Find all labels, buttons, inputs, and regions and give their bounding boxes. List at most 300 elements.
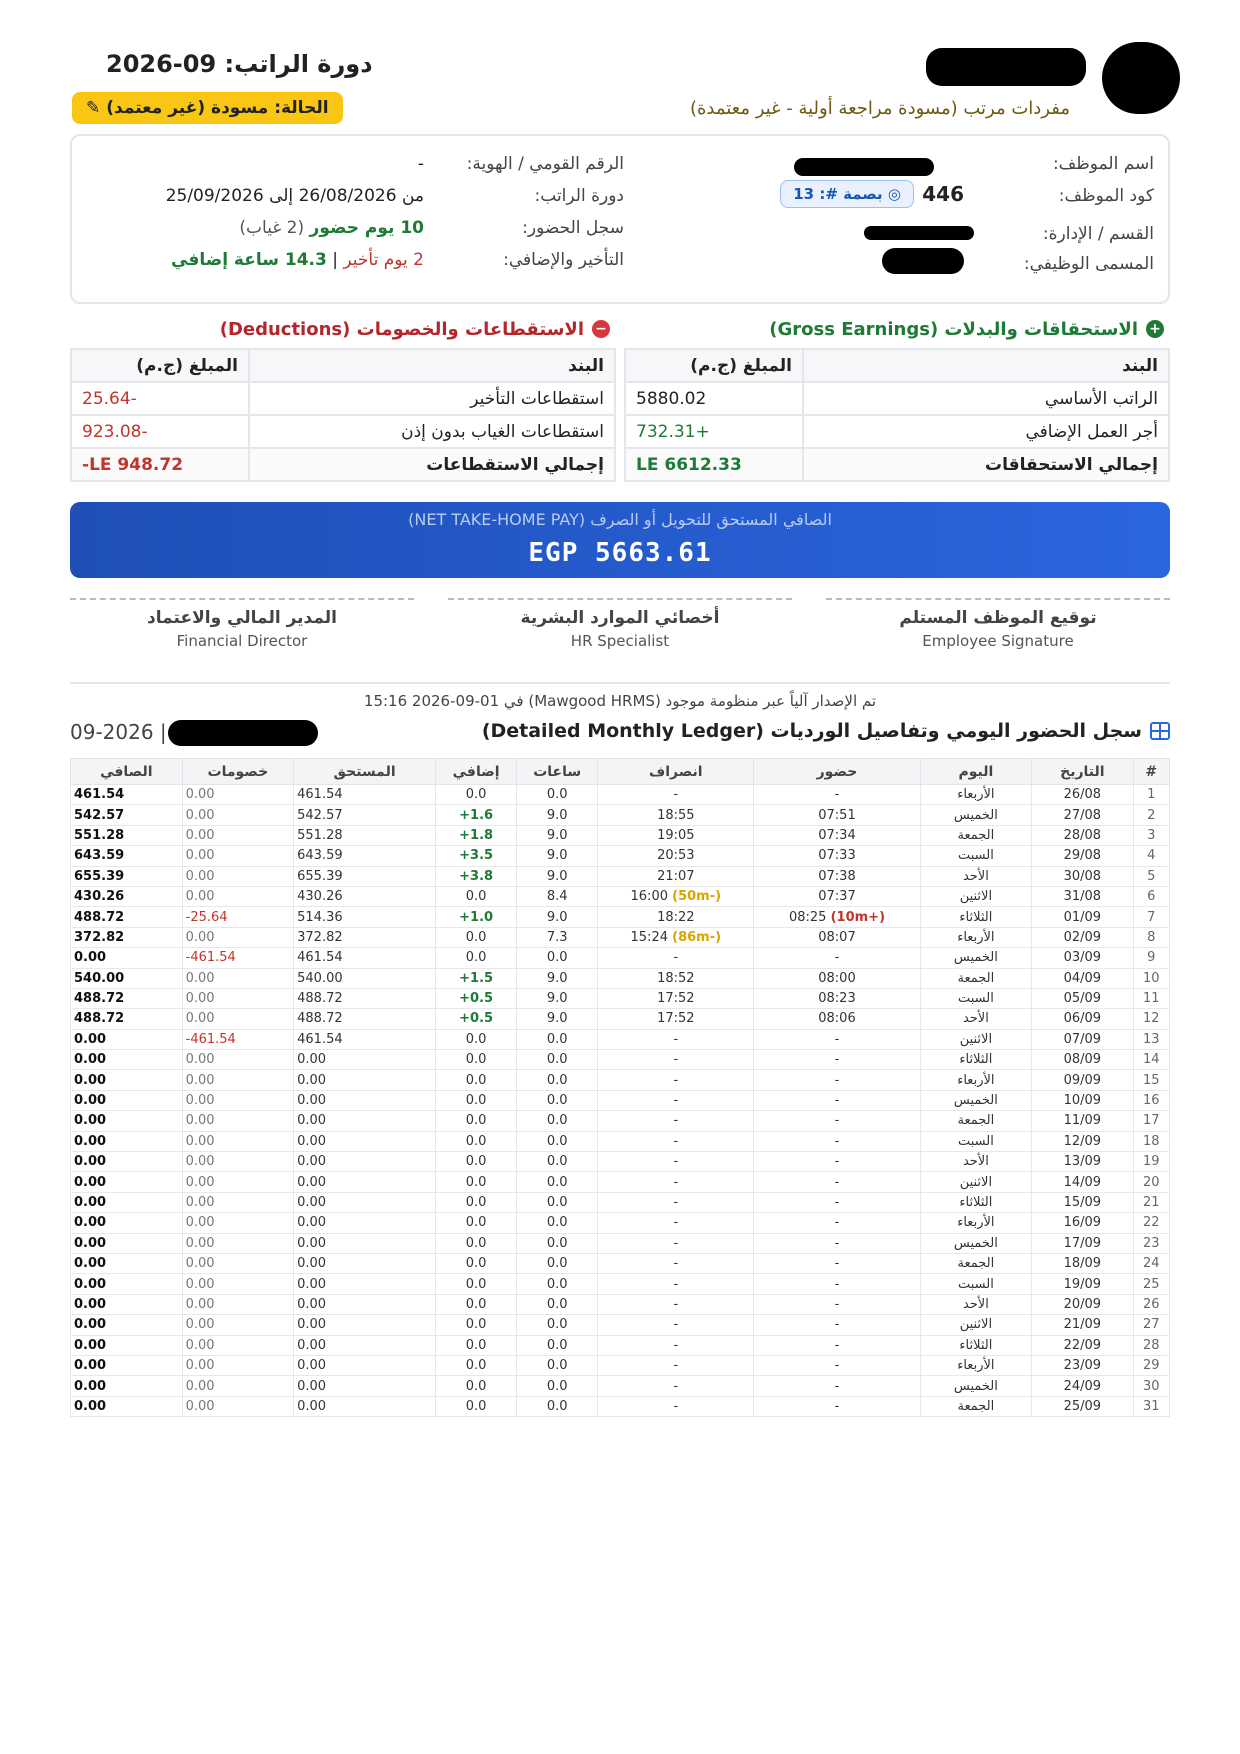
row-date: 23/09 <box>1032 1355 1133 1375</box>
row-day: الأربعاء <box>920 1213 1032 1233</box>
row-due: 0.00 <box>294 1253 436 1273</box>
deductions-amount: -25.64 <box>71 382 249 415</box>
check-out-time: - <box>673 1052 679 1068</box>
row-overtime: 0.5+ <box>436 988 517 1008</box>
late-arrival-note: (+10m) <box>830 909 886 925</box>
row-day: السبت <box>920 846 1032 866</box>
check-in-time: - <box>834 1256 840 1272</box>
table-row <box>71 1172 1170 1192</box>
row-hours: 7.3 <box>517 927 598 947</box>
row-due: 0.00 <box>294 1335 436 1355</box>
row-net: 542.57 <box>71 805 183 825</box>
row-net: 540.00 <box>71 968 183 988</box>
row-overtime: 0.0 <box>436 1376 517 1396</box>
row-check-out <box>598 1111 754 1131</box>
check-in-time: - <box>834 1113 840 1129</box>
row-hours: 9.0 <box>517 907 598 927</box>
check-in-time: - <box>834 1072 840 1088</box>
row-due: 488.72 <box>294 988 436 1008</box>
row-number: 10 <box>1133 968 1169 988</box>
row-overtime: 0.0 <box>436 1090 517 1110</box>
row-number: 16 <box>1133 1090 1169 1110</box>
row-overtime: 0.0 <box>436 1111 517 1131</box>
table-row <box>71 988 1170 1008</box>
page-title: دورة الراتب: 09-2026 <box>106 50 373 78</box>
national-id-label: الرقم القومي / الهوية: <box>466 154 624 174</box>
col-hours: ساعات <box>517 759 598 785</box>
table-row <box>71 1335 1170 1355</box>
earnings-col-item: البند <box>803 349 1169 382</box>
check-out-time: 19:05 <box>657 827 695 843</box>
row-date: 07/09 <box>1032 1029 1133 1049</box>
row-deductions: 0.00 <box>182 1050 294 1070</box>
row-check-in <box>754 1009 920 1029</box>
col-deductions: خصومات <box>182 759 294 785</box>
row-check-in <box>754 1335 920 1355</box>
row-check-out <box>598 927 754 947</box>
row-date: 05/09 <box>1032 988 1133 1008</box>
row-overtime: 1.5+ <box>436 968 517 988</box>
check-in-time: - <box>834 1317 840 1333</box>
row-check-in <box>754 1029 920 1049</box>
check-out-time: 20:53 <box>657 848 695 864</box>
row-net: 0.00 <box>71 1355 183 1375</box>
row-deductions: 0.00 <box>182 846 294 866</box>
row-date: 26/08 <box>1032 785 1133 805</box>
row-deductions: 0.00 <box>182 1009 294 1029</box>
deductions-section <box>70 314 616 482</box>
row-check-in <box>754 988 920 1008</box>
row-check-out <box>598 1070 754 1090</box>
row-net: 0.00 <box>71 1172 183 1192</box>
row-day: الثلاثاء <box>920 1050 1032 1070</box>
col-check-in: حضور <box>754 759 920 785</box>
row-check-in <box>754 1396 920 1416</box>
row-net: 488.72 <box>71 988 183 1008</box>
row-number: 14 <box>1133 1050 1169 1070</box>
payslip-header <box>70 40 1170 130</box>
row-date: 02/09 <box>1032 927 1133 947</box>
row-net: 0.00 <box>71 948 183 968</box>
row-hours: 0.0 <box>517 1131 598 1151</box>
check-in-time: - <box>834 1154 840 1170</box>
table-row <box>71 1253 1170 1273</box>
row-overtime: 0.0 <box>436 1192 517 1212</box>
row-deductions: 0.00 <box>182 805 294 825</box>
employee-code-row <box>624 182 1154 219</box>
row-day: الأربعاء <box>920 785 1032 805</box>
check-out-time: - <box>673 950 679 966</box>
employee-info-right <box>624 146 1154 294</box>
row-net: 655.39 <box>71 866 183 886</box>
ledger-period <box>70 720 167 744</box>
row-check-in <box>754 1152 920 1172</box>
row-net: 0.00 <box>71 1396 183 1416</box>
row-due: 0.00 <box>294 1396 436 1416</box>
row-check-in <box>754 1090 920 1110</box>
check-in-time: - <box>834 1398 840 1414</box>
row-deductions: 0.00 <box>182 825 294 845</box>
check-out-time: 18:52 <box>657 970 695 986</box>
row-hours: 0.0 <box>517 1192 598 1212</box>
col-due: المستحق <box>294 759 436 785</box>
table-row <box>71 1090 1170 1110</box>
row-check-out <box>598 1192 754 1212</box>
row-check-in <box>754 1253 920 1273</box>
row-hours: 0.0 <box>517 1355 598 1375</box>
row-check-out <box>598 866 754 886</box>
signature-finance <box>70 598 414 650</box>
ledger-body <box>71 785 1170 1417</box>
table-row <box>71 1396 1170 1416</box>
redacted-employee-name <box>794 158 934 176</box>
redacted-ledger-name <box>168 720 318 746</box>
earnings-item: أجر العمل الإضافي <box>803 415 1169 448</box>
signature-hr <box>448 598 792 650</box>
row-net: 643.59 <box>71 846 183 866</box>
national-id-value: - <box>417 154 424 174</box>
row-due: 0.00 <box>294 1315 436 1335</box>
row-day: الخميس <box>920 948 1032 968</box>
row-check-out <box>598 1131 754 1151</box>
table-row <box>71 846 1170 866</box>
table-row <box>71 1376 1170 1396</box>
row-due: 0.00 <box>294 1070 436 1090</box>
row-check-in <box>754 1294 920 1314</box>
row-hours: 9.0 <box>517 866 598 886</box>
row-check-in <box>754 927 920 947</box>
signature-ar: توقيع الموظف المستلم <box>899 608 1097 628</box>
row-check-in <box>754 886 920 906</box>
row-date: 25/09 <box>1032 1396 1133 1416</box>
signature-ar: أخصائي الموارد البشرية <box>520 608 720 628</box>
check-in-time: - <box>834 1031 840 1047</box>
row-check-in <box>754 1274 920 1294</box>
table-row <box>71 948 1170 968</box>
table-row <box>71 805 1170 825</box>
row-hours: 9.0 <box>517 805 598 825</box>
row-date: 18/09 <box>1032 1253 1133 1273</box>
row-deductions: 0.00 <box>182 1233 294 1253</box>
check-out-time: - <box>673 1093 679 1109</box>
ledger-title <box>482 720 1170 742</box>
fingerprint-badge-label: بصمة #: 13 <box>793 185 883 203</box>
row-date: 17/09 <box>1032 1233 1133 1253</box>
row-day: الأربعاء <box>920 927 1032 947</box>
check-out-time: 18:55 <box>657 807 695 823</box>
row-check-in <box>754 846 920 866</box>
row-check-in <box>754 805 920 825</box>
row-net: 0.00 <box>71 1294 183 1314</box>
table-row <box>71 1294 1170 1314</box>
early-leave-note: (-86m) <box>672 929 722 945</box>
row-net: 0.00 <box>71 1233 183 1253</box>
ot-hours: 14.3 ساعة إضافي <box>171 250 327 270</box>
check-out-time: - <box>673 1296 679 1312</box>
check-in-time: - <box>834 1093 840 1109</box>
row-hours: 0.0 <box>517 1070 598 1090</box>
row-deductions: 461.54- <box>182 948 294 968</box>
table-row <box>71 1355 1170 1375</box>
row-check-out <box>598 968 754 988</box>
employee-info-left <box>84 146 624 294</box>
row-net: 0.00 <box>71 1050 183 1070</box>
row-date: 13/09 <box>1032 1152 1133 1172</box>
row-hours: 0.0 <box>517 1050 598 1070</box>
cycle-row <box>84 186 624 219</box>
row-check-out <box>598 825 754 845</box>
row-check-in <box>754 1315 920 1335</box>
row-hours: 0.0 <box>517 1090 598 1110</box>
row-check-out <box>598 988 754 1008</box>
net-pay-value: EGP 5663.61 <box>528 538 712 568</box>
table-row <box>71 886 1170 906</box>
row-net: 0.00 <box>71 1315 183 1335</box>
row-due: 0.00 <box>294 1274 436 1294</box>
row-deductions: 0.00 <box>182 1253 294 1273</box>
row-due: 461.54 <box>294 1029 436 1049</box>
row-check-in <box>754 785 920 805</box>
row-check-out <box>598 1009 754 1029</box>
check-out-time: - <box>673 1256 679 1272</box>
row-check-out <box>598 805 754 825</box>
row-due: 0.00 <box>294 1111 436 1131</box>
row-overtime: 0.0 <box>436 1131 517 1151</box>
table-row <box>71 1050 1170 1070</box>
check-out-time: - <box>673 1113 679 1129</box>
edit-icon: ✎ <box>86 98 101 118</box>
earnings-total-value: LE 6612.33 <box>625 448 803 481</box>
check-in-time: - <box>834 1378 840 1394</box>
row-date: 04/09 <box>1032 968 1133 988</box>
attendance-label: سجل الحضور: <box>522 218 624 238</box>
status-label: الحالة: مسودة (غير معتمد) <box>106 98 329 118</box>
row-date: 15/09 <box>1032 1192 1133 1212</box>
deductions-col-item: البند <box>249 349 615 382</box>
deductions-total-label: إجمالي الاستقطاعات <box>249 448 615 481</box>
row-date: 16/09 <box>1032 1213 1133 1233</box>
signature-en: Employee Signature <box>922 632 1074 650</box>
row-due: 0.00 <box>294 1192 436 1212</box>
redacted-logo <box>1102 42 1180 114</box>
row-number: 23 <box>1133 1233 1169 1253</box>
table-icon <box>1150 722 1170 740</box>
table-row <box>71 1111 1170 1131</box>
row-deductions: 0.00 <box>182 1111 294 1131</box>
employee-dept-label: القسم / الإدارة: <box>1042 224 1154 244</box>
row-due: 0.00 <box>294 1294 436 1314</box>
row-check-out <box>598 1172 754 1192</box>
check-in-time: 08:23 <box>818 991 856 1007</box>
row-number: 30 <box>1133 1376 1169 1396</box>
row-day: الأربعاء <box>920 1070 1032 1090</box>
row-check-out <box>598 1029 754 1049</box>
late-ot-label: التأخير والإضافي: <box>503 250 624 270</box>
earnings-title <box>624 314 1170 344</box>
row-overtime: 0.0 <box>436 1029 517 1049</box>
row-overtime: 0.0 <box>436 1335 517 1355</box>
check-in-time: - <box>834 1215 840 1231</box>
row-due: 540.00 <box>294 968 436 988</box>
table-row <box>71 1029 1170 1049</box>
row-check-out <box>598 948 754 968</box>
row-deductions: 0.00 <box>182 1315 294 1335</box>
check-in-time: 08:07 <box>818 929 856 945</box>
row-net: 0.00 <box>71 1131 183 1151</box>
row-overtime: 3.8+ <box>436 866 517 886</box>
row-overtime: 0.0 <box>436 1315 517 1335</box>
row-number: 17 <box>1133 1111 1169 1131</box>
col-net: الصافي <box>71 759 183 785</box>
check-in-time: 08:06 <box>818 1011 856 1027</box>
earnings-total-row <box>625 448 1169 481</box>
signature-employee <box>826 598 1170 650</box>
row-net: 0.00 <box>71 1335 183 1355</box>
fingerprint-icon: ◎ <box>887 185 901 203</box>
issued-note: تم الإصدار آلياً عبر منظومة موجود (Mawgood HRMS) في 01-09-2026 15:16 <box>363 692 877 710</box>
row-deductions: 0.00 <box>182 1192 294 1212</box>
row-date: 30/08 <box>1032 866 1133 886</box>
row-check-out <box>598 907 754 927</box>
row-day: الأربعاء <box>920 1355 1032 1375</box>
deductions-col-amount: المبلغ (ج.م) <box>71 349 249 382</box>
fingerprint-badge <box>780 180 914 208</box>
row-overtime: 0.0 <box>436 1253 517 1273</box>
check-out-time: - <box>673 1317 679 1333</box>
table-row <box>71 968 1170 988</box>
row-day: الأحد <box>920 1294 1032 1314</box>
row-net: 0.00 <box>71 1152 183 1172</box>
earnings-amount: 5880.02 <box>625 382 803 415</box>
row-overtime: 0.0 <box>436 1274 517 1294</box>
row-overtime: 0.0 <box>436 1233 517 1253</box>
row-day: الخميس <box>920 1233 1032 1253</box>
row-due: 0.00 <box>294 1090 436 1110</box>
row-check-out <box>598 886 754 906</box>
row-hours: 0.0 <box>517 1213 598 1233</box>
row-day: الخميس <box>920 805 1032 825</box>
page-subtitle: مفردات مرتب (مسودة مراجعة أولية - غير معتمدة) <box>689 98 1070 119</box>
row-day: الاثنين <box>920 1315 1032 1335</box>
row-hours: 9.0 <box>517 1009 598 1029</box>
row-date: 19/09 <box>1032 1274 1133 1294</box>
row-check-in <box>754 866 920 886</box>
row-due: 0.00 <box>294 1172 436 1192</box>
row-due: 0.00 <box>294 1233 436 1253</box>
row-date: 08/09 <box>1032 1050 1133 1070</box>
row-check-in <box>754 1213 920 1233</box>
row-deductions: 0.00 <box>182 785 294 805</box>
ledger-header-row <box>71 759 1170 785</box>
row-overtime: 0.0 <box>436 785 517 805</box>
row-overtime: 0.0 <box>436 927 517 947</box>
ledger-title-text: سجل الحضور اليومي وتفاصيل الورديات (Detailed Monthly Ledger) <box>481 720 1142 742</box>
row-overtime: 0.0 <box>436 1213 517 1233</box>
table-row <box>71 825 1170 845</box>
check-out-time: - <box>673 1337 679 1353</box>
row-due: 0.00 <box>294 1355 436 1375</box>
row-day: الجمعة <box>920 1396 1032 1416</box>
row-day: الخميس <box>920 1376 1032 1396</box>
check-in-time: - <box>834 1195 840 1210</box>
attendance-row <box>84 218 624 251</box>
ledger-period-text: 09-2026 | <box>70 720 167 744</box>
row-number: 3 <box>1133 825 1169 845</box>
employee-name-label: اسم الموظف: <box>1052 154 1154 174</box>
check-out-time: - <box>673 1398 679 1414</box>
redacted-department <box>864 226 974 240</box>
check-in-time: - <box>834 1358 840 1374</box>
col-date: التاريخ <box>1032 759 1133 785</box>
earnings-table <box>624 348 1170 482</box>
row-day: الجمعة <box>920 968 1032 988</box>
row-due: 0.00 <box>294 1152 436 1172</box>
check-in-time: - <box>834 950 840 966</box>
signature-en: Financial Director <box>176 632 308 650</box>
redacted-company-name <box>926 48 1086 86</box>
check-out-time: - <box>673 1031 679 1047</box>
row-due: 461.54 <box>294 785 436 805</box>
redacted-job-title <box>882 248 964 274</box>
row-due: 372.82 <box>294 927 436 947</box>
check-out-time: - <box>673 1154 679 1170</box>
row-day: الاثنين <box>920 1029 1032 1049</box>
row-day: الأحد <box>920 1152 1032 1172</box>
col-day: اليوم <box>920 759 1032 785</box>
table-row <box>71 785 1170 805</box>
table-row <box>71 1009 1170 1029</box>
table-row <box>71 1131 1170 1151</box>
status-badge <box>72 92 343 124</box>
row-hours: 9.0 <box>517 825 598 845</box>
row-net: 0.00 <box>71 1192 183 1212</box>
row-net: 488.72 <box>71 1009 183 1029</box>
row-day: الجمعة <box>920 1111 1032 1131</box>
deductions-table <box>70 348 616 482</box>
col-check-out: انصراف <box>598 759 754 785</box>
row-overtime: 3.5+ <box>436 846 517 866</box>
check-in-time: 08:00 <box>818 970 856 986</box>
row-overtime: 0.0 <box>436 1355 517 1375</box>
row-hours: 0.0 <box>517 1152 598 1172</box>
row-net: 488.72 <box>71 907 183 927</box>
row-date: 22/09 <box>1032 1335 1133 1355</box>
row-check-in <box>754 1355 920 1375</box>
row-day: الجمعة <box>920 825 1032 845</box>
check-in-time: - <box>834 1337 840 1353</box>
row-hours: 0.0 <box>517 1315 598 1335</box>
check-out-time: - <box>673 1133 679 1149</box>
row-due: 0.00 <box>294 1376 436 1396</box>
row-net: 430.26 <box>71 886 183 906</box>
row-number: 1 <box>1133 785 1169 805</box>
row-check-out <box>598 1396 754 1416</box>
row-hours: 9.0 <box>517 968 598 988</box>
check-out-time: - <box>673 1174 679 1190</box>
row-hours: 0.0 <box>517 1233 598 1253</box>
row-deductions: 0.00 <box>182 886 294 906</box>
row-day: الخميس <box>920 1090 1032 1110</box>
row-hours: 0.0 <box>517 1253 598 1273</box>
attendance-absent: (2 غياب) <box>239 218 305 238</box>
row-overtime: 1.6+ <box>436 805 517 825</box>
row-date: 20/09 <box>1032 1294 1133 1314</box>
row-number: 4 <box>1133 846 1169 866</box>
table-row <box>625 415 1169 448</box>
row-check-in <box>754 1192 920 1212</box>
check-out-time: - <box>673 1276 679 1292</box>
payslip-page <box>70 40 1170 1417</box>
